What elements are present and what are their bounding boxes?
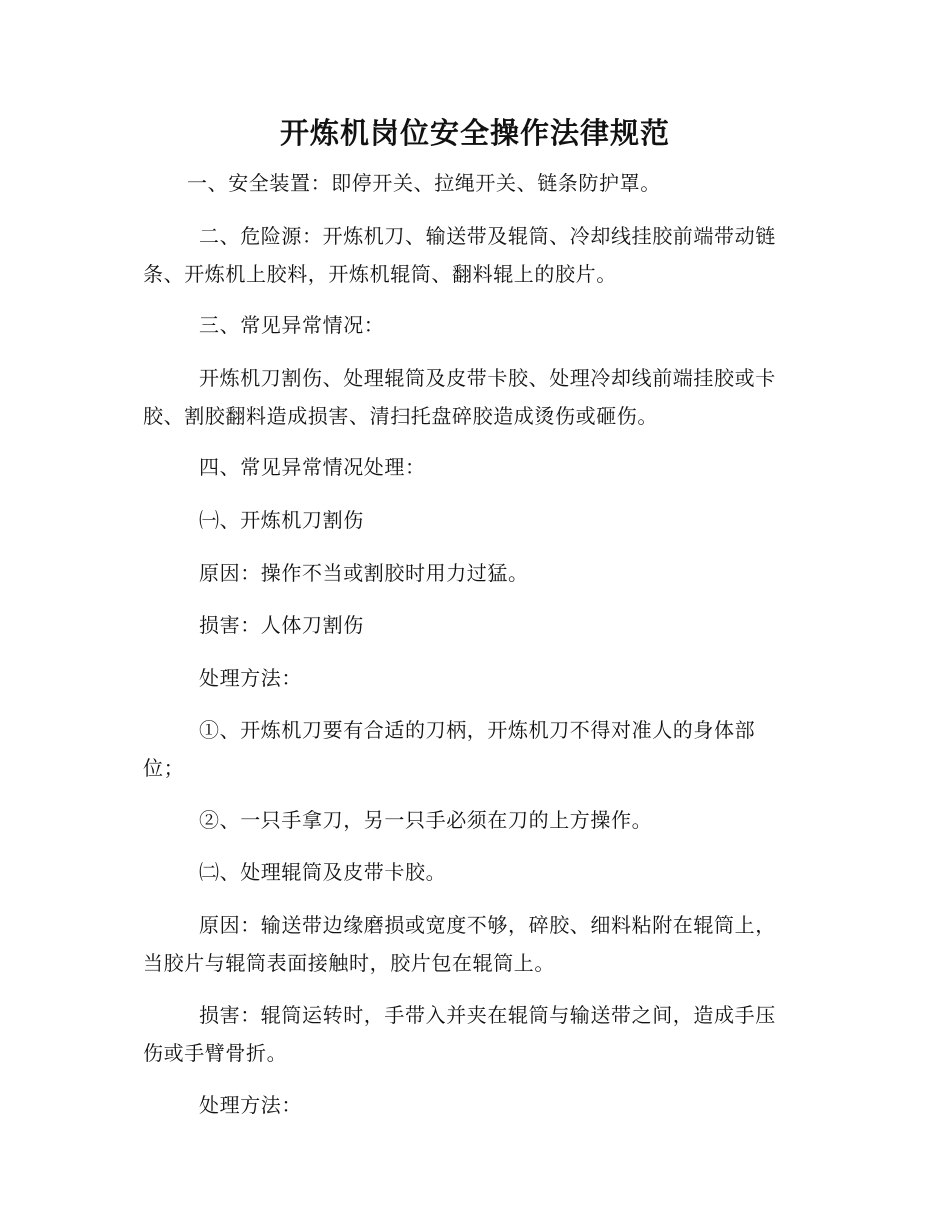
paragraph-cause-1 xyxy=(143,554,813,592)
paragraph-hazard-sources xyxy=(143,217,813,293)
paragraph-line: 位； xyxy=(143,756,185,780)
paragraph-method-2 xyxy=(143,1086,813,1124)
paragraph-safety-devices xyxy=(143,164,813,202)
paragraph-line: ㈠、开炼机刀割伤 xyxy=(199,508,364,532)
paragraph-line: 一、安全装置：即停开关、拉绳开关、链条防护罩。 xyxy=(187,171,661,195)
paragraph-harm-2 xyxy=(143,996,813,1072)
paragraph-method-1-item-2 xyxy=(143,801,813,839)
paragraph-abnormal-list xyxy=(143,359,813,435)
paragraph-line: 原因：操作不当或割胶时用力过猛。 xyxy=(199,561,529,585)
paragraph-line: ㈡、处理辊筒及皮带卡胶。 xyxy=(199,860,447,884)
paragraph-line: ②、一只手拿刀，另一只手必须在刀的上方操作。 xyxy=(199,808,653,832)
paragraph-line: 损害：辊筒运转时，手带入并夹在辊筒与输送带之间，造成手压 xyxy=(199,1003,776,1027)
paragraph-line: 处理方法： xyxy=(199,666,302,690)
paragraph-common-abnormal xyxy=(143,306,813,344)
paragraph-line: 二、危险源：开炼机刀、输送带及辊筒、冷却线挂胶前端带动链 xyxy=(199,224,776,248)
paragraph-method-1 xyxy=(143,659,813,697)
paragraph-line: 四、常见异常情况处理： xyxy=(199,455,426,479)
paragraph-line: 伤或手臂骨折。 xyxy=(143,1041,288,1065)
paragraph-method-1-item-1 xyxy=(143,711,813,787)
paragraph-line: 胶、割胶翻料造成损害、清扫托盘碎胶造成烫伤或砸伤。 xyxy=(143,404,658,428)
document-title: 开炼机岗位安全操作法律规范 xyxy=(279,116,670,150)
paragraph-line: 处理方法： xyxy=(199,1093,302,1117)
paragraph-line: 损害：人体刀割伤 xyxy=(199,613,364,637)
paragraph-abnormal-handling xyxy=(143,448,813,486)
section-1-heading xyxy=(143,501,813,539)
paragraph-line: 原因：输送带边缘磨损或宽度不够，碎胶、细料粘附在辊筒上， xyxy=(199,913,776,937)
paragraph-line: 开炼机刀割伤、处理辊筒及皮带卡胶、处理冷却线前端挂胶或卡 xyxy=(199,366,776,390)
paragraph-line: 三、常见异常情况： xyxy=(199,313,385,337)
paragraph-line: 当胶片与辊筒表面接触时，胶片包在辊筒上。 xyxy=(143,951,555,975)
paragraph-line: 条、开炼机上胶料，开炼机辊筒、翻料辊上的胶片。 xyxy=(143,262,617,286)
paragraph-cause-2 xyxy=(143,906,813,982)
paragraph-harm-1 xyxy=(143,606,813,644)
section-2-heading xyxy=(143,853,813,891)
paragraph-line: ①、开炼机刀要有合适的刀柄，开炼机刀不得对准人的身体部 xyxy=(199,718,756,742)
